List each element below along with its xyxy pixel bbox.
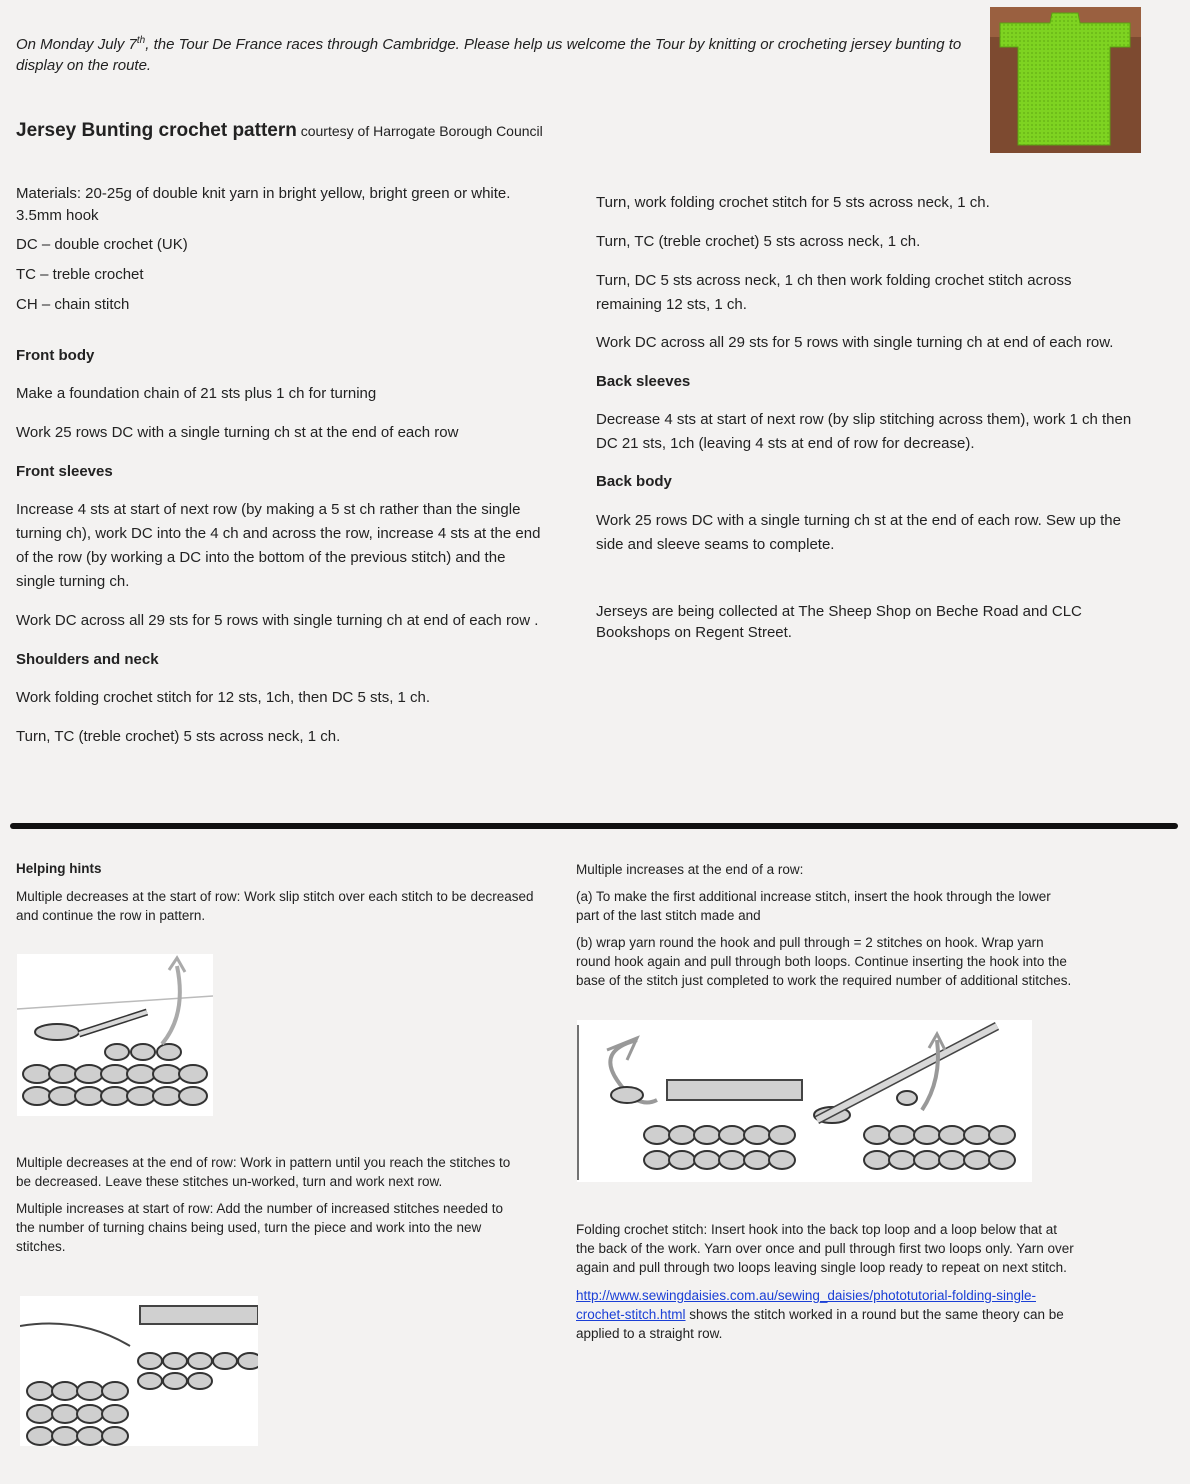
abbr-tc: TC – treble crochet — [16, 266, 144, 283]
hint-inc-end-a: (a) To make the first additional increase stitch, insert the hook through the lower part of the last stitch made and — [576, 889, 1051, 923]
neck-step-4: Work DC across all 29 sts for 5 rows with single turning ch at end of each row. — [596, 334, 1114, 351]
increase-end-illustration — [577, 1020, 1032, 1182]
sewing-daisies-link[interactable]: http://www.sewingdaisies.com.au/sewing_daisies/phototutorial-folding-single-crochet-stitch.html — [576, 1288, 1036, 1322]
back-body-step-1: Work 25 rows DC with a single turning ch st at the end of each row. Sew up the side and sleeve seams to complete. — [596, 512, 1121, 553]
section-divider — [10, 823, 1178, 829]
front-sleeves-heading: Front sleeves — [16, 463, 113, 480]
shoulders-heading: Shoulders and neck — [16, 651, 159, 668]
front-body-heading: Front body — [16, 347, 95, 364]
materials-text: Materials: 20-25g of double knit yarn in bright yellow, bright green or white. 3.5mm hook — [16, 185, 511, 224]
front-body-step-2: Work 25 rows DC with a single turning ch st at the end of each row — [16, 424, 459, 441]
intro-text: On Monday July 7th, the Tour De France races through Cambridge. Please help us welcome the Tour by knitting or crocheting jersey bunting to display on the route. — [16, 35, 962, 74]
front-sleeves-step-2: Work DC across all 29 sts for 5 rows with single turning ch at end of each row . — [16, 612, 539, 629]
increase-start-illustration — [20, 1296, 258, 1446]
hint-inc-end-b: (b) wrap yarn round the hook and pull through = 2 stitches on hook. Wrap yarn round hook again and pull through both loops. Continue inserting the hook into the base of the stitch just completed to work the required number of additional stitches. — [576, 935, 1072, 988]
hint-dec-end: Multiple decreases at the end of row: Work in pattern until you reach the stitches to be decreased. Leave these stitches un-worked, turn and work next row. — [16, 1155, 511, 1189]
hint-inc-end-heading: Multiple increases at the end of a row: — [576, 862, 804, 877]
hints-right — [576, 860, 1076, 990]
abbr-ch: CH – chain stitch — [16, 296, 130, 313]
back-sleeves-step-1: Decrease 4 sts at start of next row (by slip stitching across them), work 1 ch then DC 21 sts, 1ch (leaving 4 sts at end of row for decrease). — [596, 411, 1132, 452]
neck-step-3: Turn, DC 5 sts across neck, 1 ch then work folding crochet stitch across remaining 12 sts, 1 ch. — [596, 272, 1072, 313]
shoulders-step-1: Work folding crochet stitch for 12 sts, 1ch, then DC 5 sts, 1 ch. — [16, 689, 431, 706]
hint-dec-start: Multiple decreases at the start of row: Work slip stitch over each stitch to be decreased and continue the row in pattern. — [16, 889, 534, 923]
back-body-heading: Back body — [596, 473, 672, 490]
neck-step-2: Turn, TC (treble crochet) 5 sts across neck, 1 ch. — [596, 233, 921, 250]
hint-link-paragraph: http://www.sewingdaisies.com.au/sewing_daisies/phototutorial-folding-single-crochet-stitch.html shows the stitch worked in a round but the same theory can be applied to a straight row. — [576, 1288, 1064, 1341]
page-title: Jersey Bunting crochet pattern courtesy of Harrogate Borough Council — [16, 120, 543, 141]
neck-step-1: Turn, work folding crochet stitch for 5 sts across neck, 1 ch. — [596, 194, 990, 211]
hint-inc-start: Multiple increases at start of row: Add the number of increased stitches needed to the number of turning chains being used, turn the piece and work into the new stitches. — [16, 1201, 504, 1254]
hints-heading: Helping hints — [16, 861, 102, 876]
green-jersey-photo — [990, 7, 1141, 153]
hint-folding-stitch: Folding crochet stitch: Insert hook into the back top loop and a loop below that at the back of the work. Yarn over once and pull through first two loops only. Yarn over again and pull through two loops leaving single loop ready to repeat on next stitch. — [576, 1222, 1074, 1275]
decrease-illustration — [17, 954, 213, 1116]
right-column — [596, 191, 1136, 643]
back-sleeves-heading: Back sleeves — [596, 373, 691, 390]
front-sleeves-step-1: Increase 4 sts at start of next row (by making a 5 st ch rather than the single turning ch), work DC into the 4 ch and across the row, increase 4 sts at the end of the row (by working a DC into the bottom of the previous stitch) and the single turning ch. — [16, 501, 541, 590]
hints-right-lower — [576, 1220, 1076, 1343]
shoulders-step-2: Turn, TC (treble crochet) 5 sts across neck, 1 ch. — [16, 728, 341, 745]
collection-note: Jerseys are being collected at The Sheep Shop on Beche Road and CLC Bookshops on Regent Street. — [596, 603, 1082, 641]
hints-left — [16, 859, 536, 925]
front-body-step-1: Make a foundation chain of 21 sts plus 1 ch for turning — [16, 385, 377, 402]
abbr-dc: DC – double crochet (UK) — [16, 236, 188, 253]
hints-left-lower — [16, 1153, 516, 1256]
left-column — [16, 183, 546, 749]
